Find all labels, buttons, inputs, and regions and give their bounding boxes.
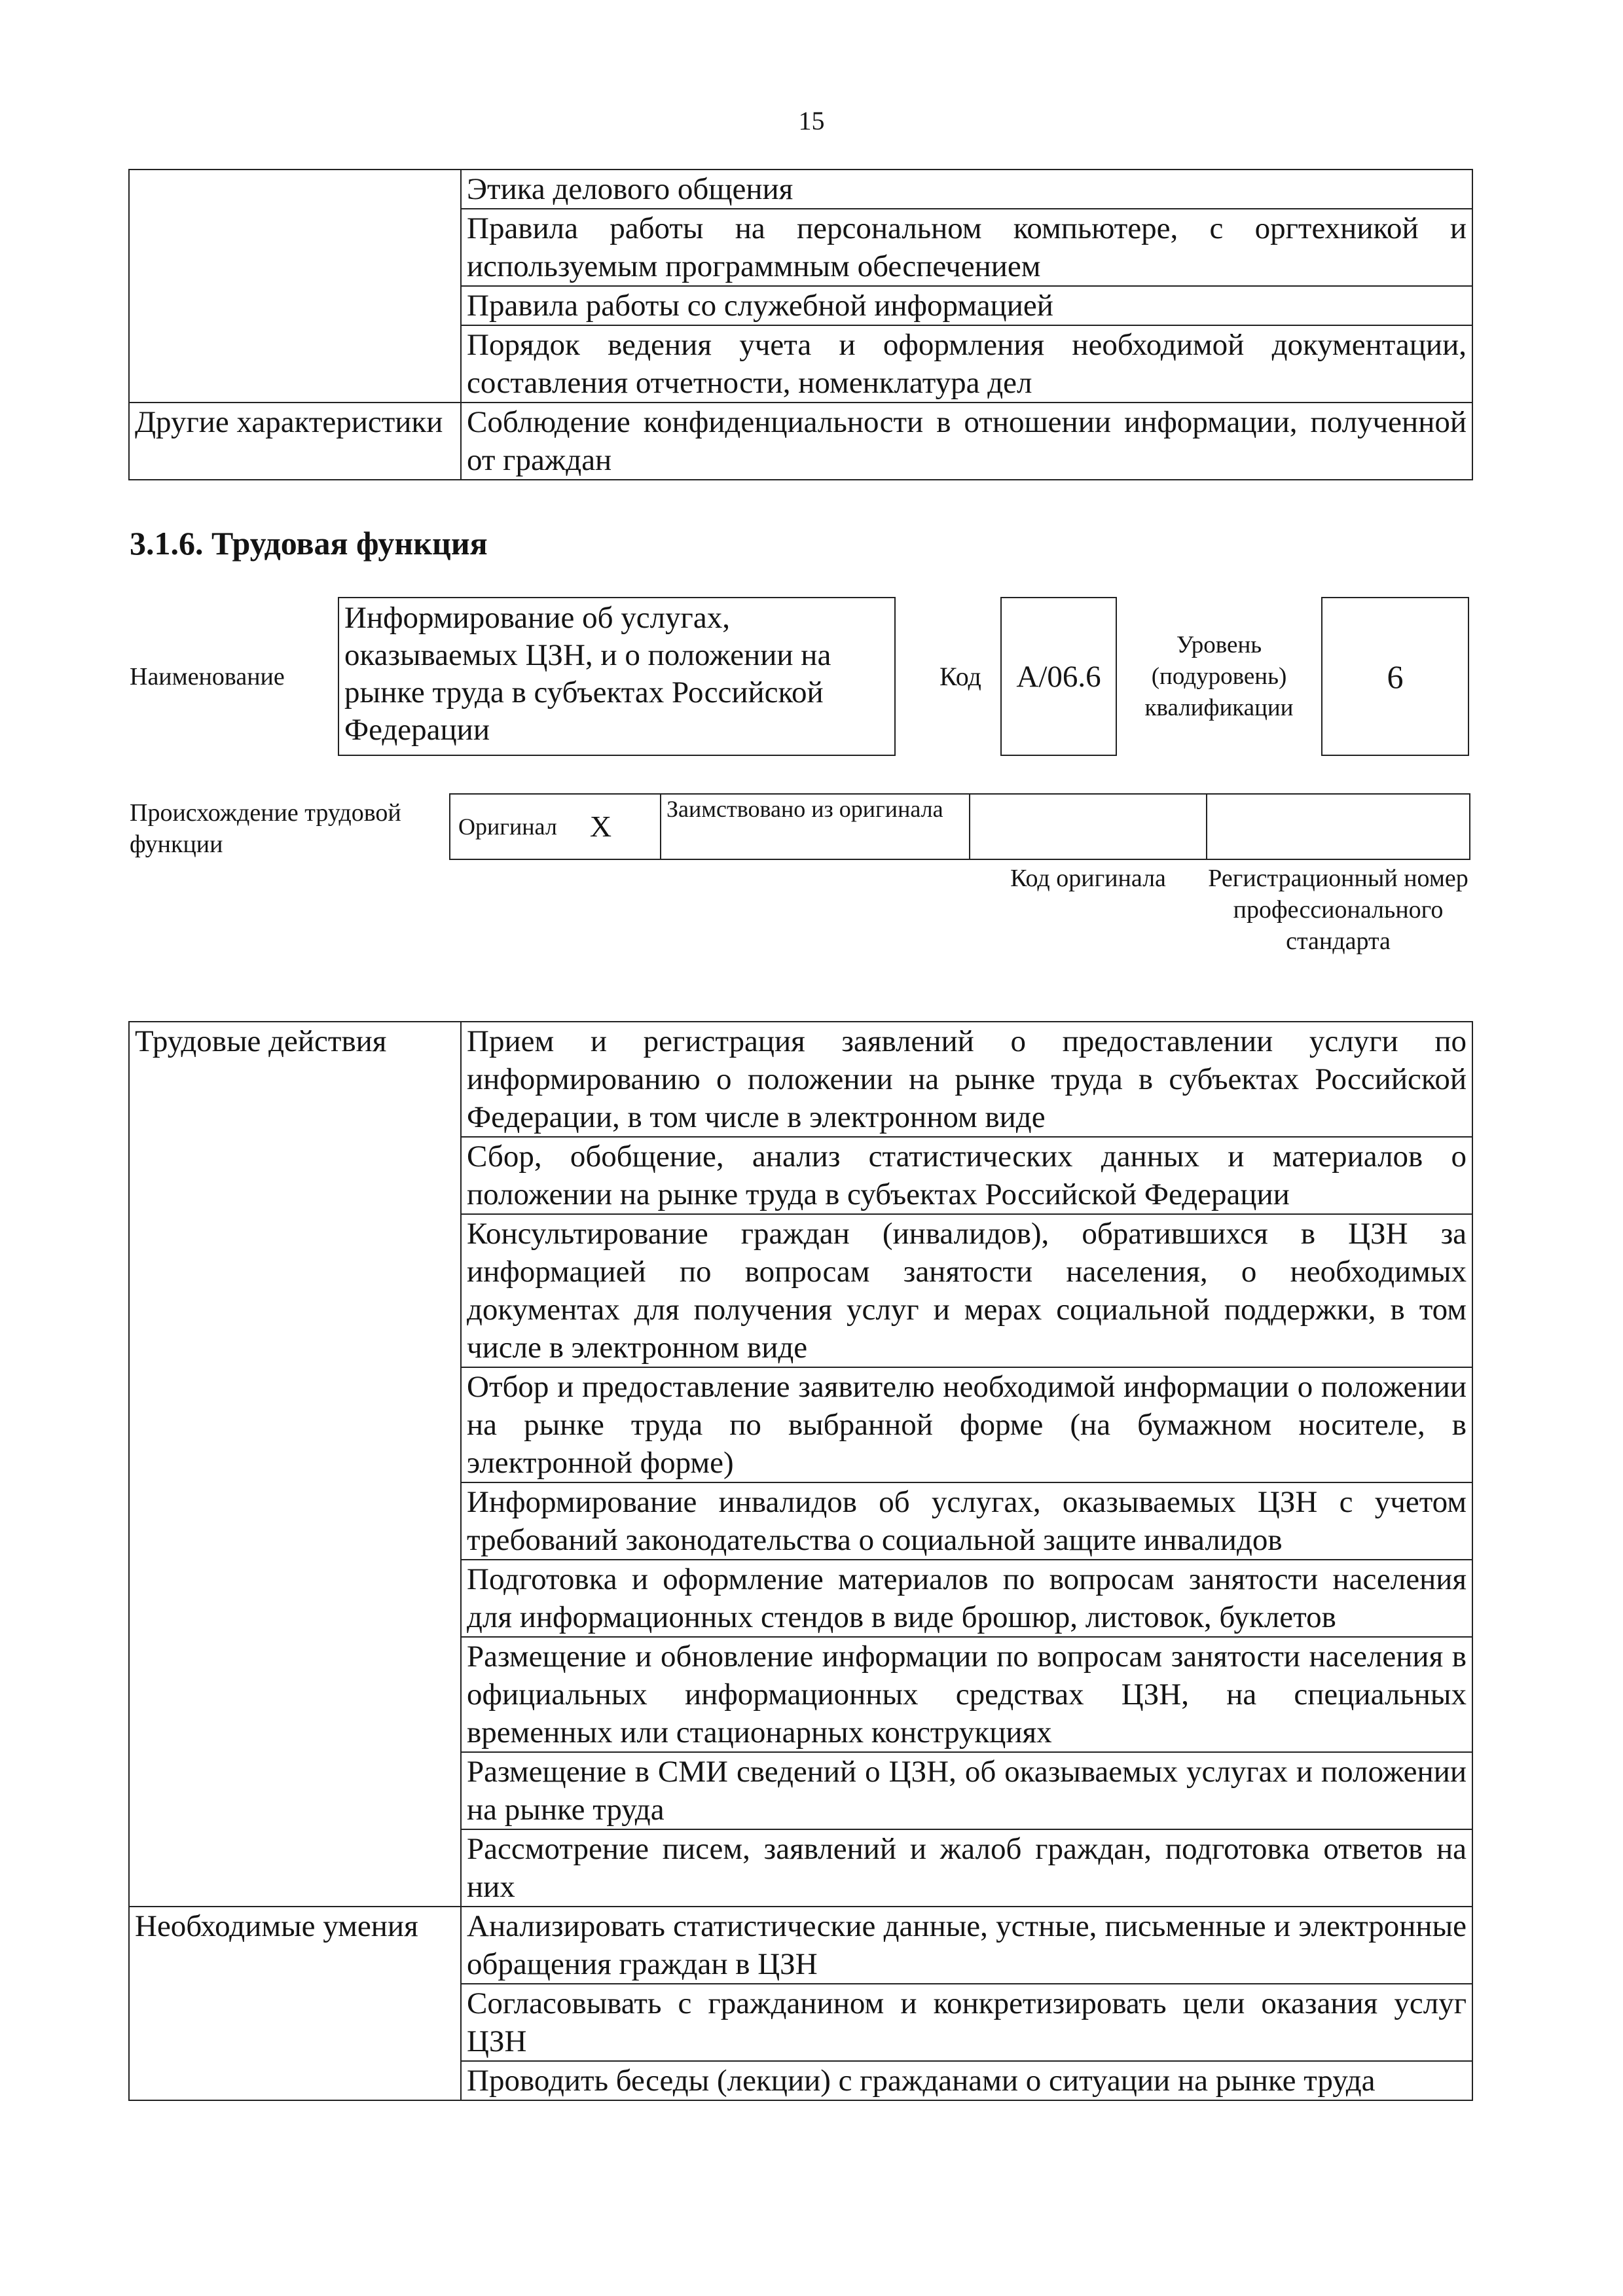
- original-label: Оригинал: [458, 814, 557, 840]
- table-cell: Консультирование граждан (инвалидов), обратившихся в ЦЗН за информацией по вопросам занятости населения, о необходимых документах для получения услуг и мерах социальной поддержки, в том числе в электронном виде: [461, 1214, 1472, 1367]
- qualification-level-label: Уровень (подуровень) квалификации: [1144, 632, 1294, 721]
- labor-function-table: [128, 1021, 1473, 2101]
- table-row: [129, 170, 1472, 209]
- name-label: Наименование: [130, 663, 285, 691]
- top-table: [128, 169, 1473, 480]
- table-cell: Подготовка и оформление материалов по вопросам занятости населения для информационных стендов в виде брошюр, листовок, буклетов: [461, 1560, 1472, 1637]
- group-label-labor-actions: Трудовые действия: [129, 1022, 461, 1907]
- table-row: [129, 1907, 1472, 1984]
- reg-number-cell: [1206, 793, 1470, 860]
- original-mark: X: [589, 810, 612, 843]
- origin-label: Происхождение трудовой функции: [130, 799, 401, 858]
- table-cell: Порядок ведения учета и оформления необходимой документации, составления отчетности, номенклатура дел: [461, 325, 1472, 403]
- table-cell: Прием и регистрация заявлений о предоставлении услуги по информированию о положении на рынке труда в субъектах Российской Федерации, в том числе в электронном виде: [461, 1022, 1472, 1137]
- code-label: Код: [939, 662, 981, 691]
- row-label-other-characteristics: Другие характеристики: [129, 403, 461, 480]
- table-cell: Сбор, обобщение, анализ статистических данных и материалов о положении на рынке труда в субъектах Российской Федерации: [461, 1137, 1472, 1214]
- table-cell: Правила работы на персональном компьютере, с оргтехникой и используемым программным обеспечением: [461, 209, 1472, 286]
- page-number: 15: [798, 106, 825, 135]
- qualification-level-box: 6: [1321, 597, 1469, 756]
- group-label-required-skills: Необходимые умения: [129, 1907, 461, 2100]
- table-row: [129, 1022, 1472, 1137]
- original-code-caption: Код оригинала: [1010, 865, 1166, 892]
- table-cell: Этика делового общения: [461, 170, 1472, 209]
- borrowed-cell: [660, 793, 970, 860]
- original-cell: [449, 793, 661, 860]
- table-cell-empty: [129, 170, 461, 403]
- table-cell: Правила работы со служебной информацией: [461, 286, 1472, 325]
- table-cell: Проводить беседы (лекции) с гражданами о ситуации на рынке труда: [461, 2061, 1472, 2100]
- original-code-cell: [969, 793, 1207, 860]
- reg-number-caption: Регистрационный номер профессионального стандарта: [1208, 865, 1468, 955]
- table-cell: Отбор и предоставление заявителю необходимой информации о положении на рынке труда по выбранной форме (на бумажном носителе, в электронной форме): [461, 1367, 1472, 1482]
- table-cell: Анализировать статистические данные, устные, письменные и электронные обращения граждан в ЦЗН: [461, 1907, 1472, 1984]
- table-cell: Соблюдение конфиденциальности в отношении информации, полученной от граждан: [461, 403, 1472, 480]
- borrowed-label: Заимствовано из оригинала: [666, 796, 943, 822]
- table-cell: Рассмотрение писем, заявлений и жалоб граждан, подготовка ответов на них: [461, 1829, 1472, 1907]
- table-cell: Размещение в СМИ сведений о ЦЗН, об оказываемых услугах и положении на рынке труда: [461, 1752, 1472, 1829]
- function-code-box: А/06.6: [1000, 597, 1117, 756]
- table-cell: Согласовывать с гражданином и конкретизировать цели оказания услуг ЦЗН: [461, 1984, 1472, 2061]
- table-row: [129, 403, 1472, 480]
- table-cell: Размещение и обновление информации по вопросам занятости населения в официальных информационных средствах ЦЗН, на специальных временных или стационарных конструкциях: [461, 1637, 1472, 1752]
- section-heading: 3.1.6. Трудовая функция: [130, 525, 488, 562]
- table-cell: Информирование инвалидов об услугах, оказываемых ЦЗН с учетом требований законодательства о социальной защите инвалидов: [461, 1482, 1472, 1560]
- function-name-box: Информирование об услугах, оказываемых ЦЗН, и о положении на рынке труда в субъектах Российской Федерации: [338, 597, 896, 756]
